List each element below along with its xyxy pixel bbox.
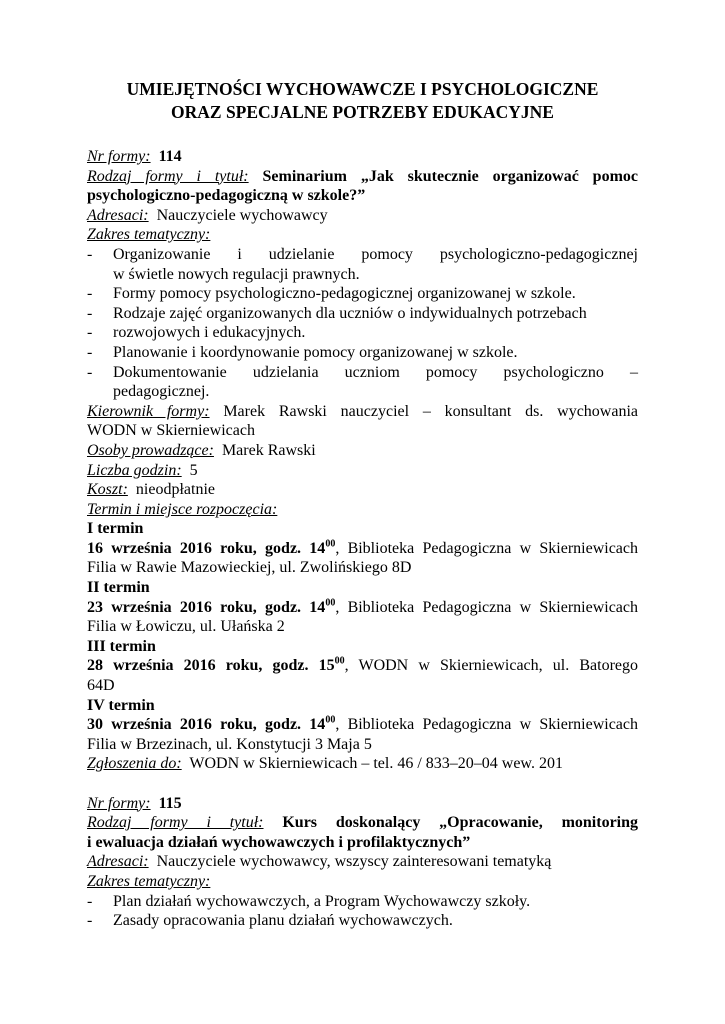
form-114-audience <box>87 206 638 226</box>
bullet-dash: - <box>87 304 93 322</box>
bullet-dash: - <box>87 892 93 910</box>
bullet-dash: - <box>87 285 93 303</box>
term-date: 16 września 2016 roku, godz. 14 <box>87 539 326 557</box>
osoby-label: Osoby prowadzące: <box>87 441 214 459</box>
topic-item <box>87 911 638 931</box>
nr-formy-label: Nr formy: <box>87 794 151 812</box>
term-name: I termin <box>87 520 144 538</box>
section-gap <box>87 774 638 794</box>
form-114-cost <box>87 480 638 500</box>
form-115-number <box>87 794 638 814</box>
zakres-label: Zakres tematyczny: <box>87 226 211 244</box>
form-114-hours <box>87 461 638 481</box>
term-place-line: Filia w Łowiczu, ul. Ułańska 2 <box>87 618 285 636</box>
term-place: , WODN w Skierniewicach, ul. Batorego <box>344 657 638 675</box>
topic-text: Rodzaje zajęć organizowanych dla uczniów o indywidualnych potrzebach <box>113 304 587 322</box>
bullet-dash: - <box>87 245 93 263</box>
rodzaj-label: Rodzaj formy i tytuł: <box>87 167 249 185</box>
rodzaj-label: Rodzaj formy i tytuł: <box>87 814 264 832</box>
form-115-type-line-1 <box>87 813 638 833</box>
term-place: , Biblioteka Pedagogiczna w Skierniewicach <box>335 598 639 616</box>
termin-label: Termin i miejsce rozpoczęcia: <box>87 500 278 518</box>
nr-formy-value: 115 <box>158 794 182 812</box>
term-date: 23 września 2016 roku, godz. 14 <box>87 598 326 616</box>
topic-item <box>87 304 638 324</box>
term-place-line: 64D <box>87 677 115 695</box>
godzin-value: 5 <box>189 461 198 479</box>
bullet-dash: - <box>87 324 93 342</box>
zgloszenia-label: Zgłoszenia do: <box>87 755 182 773</box>
adresaci-label: Adresaci: <box>87 853 149 871</box>
adresaci-label: Adresaci: <box>87 206 149 224</box>
bullet-dash: - <box>87 343 93 361</box>
topic-item <box>87 343 638 363</box>
term-place: , Biblioteka Pedagogiczna w Skierniewicach <box>335 539 639 557</box>
osoby-value: Marek Rawski <box>221 441 316 459</box>
form-114-leader-line-2: WODN w Skierniewicach <box>87 422 255 440</box>
topic-text: Planowanie i koordynowanie pomocy organizowanej w szkole. <box>113 343 518 361</box>
adresaci-value: Nauczyciele wychowawcy <box>156 206 328 224</box>
term-minutes: 00 <box>334 656 345 668</box>
form-115-type-line-2: i ewaluacja działań wychowawczych i profilaktycznych” <box>87 833 471 851</box>
koszt-value: nieodpłatnie <box>135 481 215 499</box>
term-date-line <box>87 539 638 559</box>
kierownik-value: Marek Rawski nauczyciel – konsultant ds. wychowania <box>223 402 639 420</box>
topic-text: Dokumentowanie udzielania uczniom pomocy psychologiczno – <box>113 363 638 381</box>
form-114-type-line-1 <box>87 167 638 187</box>
nr-formy-label: Nr formy: <box>87 148 151 165</box>
zgloszenia-value: WODN w Skierniewicach – tel. 46 / 833–20–04 wew. 201 <box>189 755 563 773</box>
term-name: III termin <box>87 637 156 655</box>
form-114-type-line-2: psychologiczno-pedagogiczną w szkole?” <box>87 187 366 205</box>
term-name: II termin <box>87 579 150 597</box>
rodzaj-value: Kurs doskonalący „Opracowanie, monitoring <box>282 814 639 832</box>
topic-item <box>87 363 638 402</box>
kierownik-label: Kierownik formy: <box>87 402 210 420</box>
adresaci-value: Nauczyciele wychowawcy, wszyscy zainteresowani tematyką <box>156 853 552 871</box>
zakres-label: Zakres tematyczny: <box>87 872 211 890</box>
document-title-line-1: UMIEJĘTNOŚCI WYCHOWAWCZE I PSYCHOLOGICZNE <box>126 79 599 99</box>
term-minutes: 00 <box>325 597 336 609</box>
term-place: , Biblioteka Pedagogiczna w Skierniewicach <box>335 716 639 734</box>
topic-text: Plan działań wychowawczych, a Program Wychowawczy szkoły. <box>113 892 531 910</box>
form-115-audience <box>87 852 638 872</box>
bullet-dash: - <box>87 363 93 381</box>
topic-text: Zasady opracowania planu działań wychowawczych. <box>113 912 453 930</box>
topic-item <box>87 892 638 912</box>
term-date-line <box>87 656 638 676</box>
form-114-instructors <box>87 441 638 461</box>
term-place-line: Filia w Rawie Mazowieckiej, ul. Zwolińskiego 8D <box>87 559 412 577</box>
term-minutes: 00 <box>325 714 336 726</box>
bullet-dash: - <box>87 912 93 930</box>
term-place-line: Filia w Brzezinach, ul. Konstytucji 3 Maja 5 <box>87 735 372 753</box>
term-date: 30 września 2016 roku, godz. 14 <box>87 716 326 734</box>
topic-item <box>87 284 638 304</box>
rodzaj-value: Seminarium „Jak skutecznie organizować pomoc <box>262 167 639 185</box>
term-name: IV termin <box>87 696 155 714</box>
nr-formy-value: 114 <box>158 148 182 165</box>
form-114-number <box>87 147 638 167</box>
topic-item <box>87 245 638 284</box>
topic-text: w świetle nowych regulacji prawnych. <box>113 265 360 283</box>
topic-text: Organizowanie i udzielanie pomocy psychologiczno-pedagogicznej <box>113 245 638 263</box>
form-114-leader-line-1 <box>87 402 638 422</box>
document-title-line-2: ORAZ SPECJALNE POTRZEBY EDUKACYJNE <box>171 102 554 122</box>
topic-text: Formy pomocy psychologiczno-pedagogicznej organizowanej w szkole. <box>113 285 576 303</box>
koszt-label: Koszt: <box>87 481 128 499</box>
term-minutes: 00 <box>325 538 336 550</box>
form-114-registration <box>87 754 638 774</box>
topic-text: pedagogicznej. <box>113 383 210 401</box>
term-date-line <box>87 715 638 735</box>
term-date: 28 września 2016 roku, godz. 15 <box>87 657 335 675</box>
topic-item <box>87 323 638 343</box>
term-date-line <box>87 598 638 618</box>
godzin-label: Liczba godzin: <box>87 461 182 479</box>
topic-text: rozwojowych i edukacyjnych. <box>113 324 306 342</box>
document-content <box>87 147 638 931</box>
